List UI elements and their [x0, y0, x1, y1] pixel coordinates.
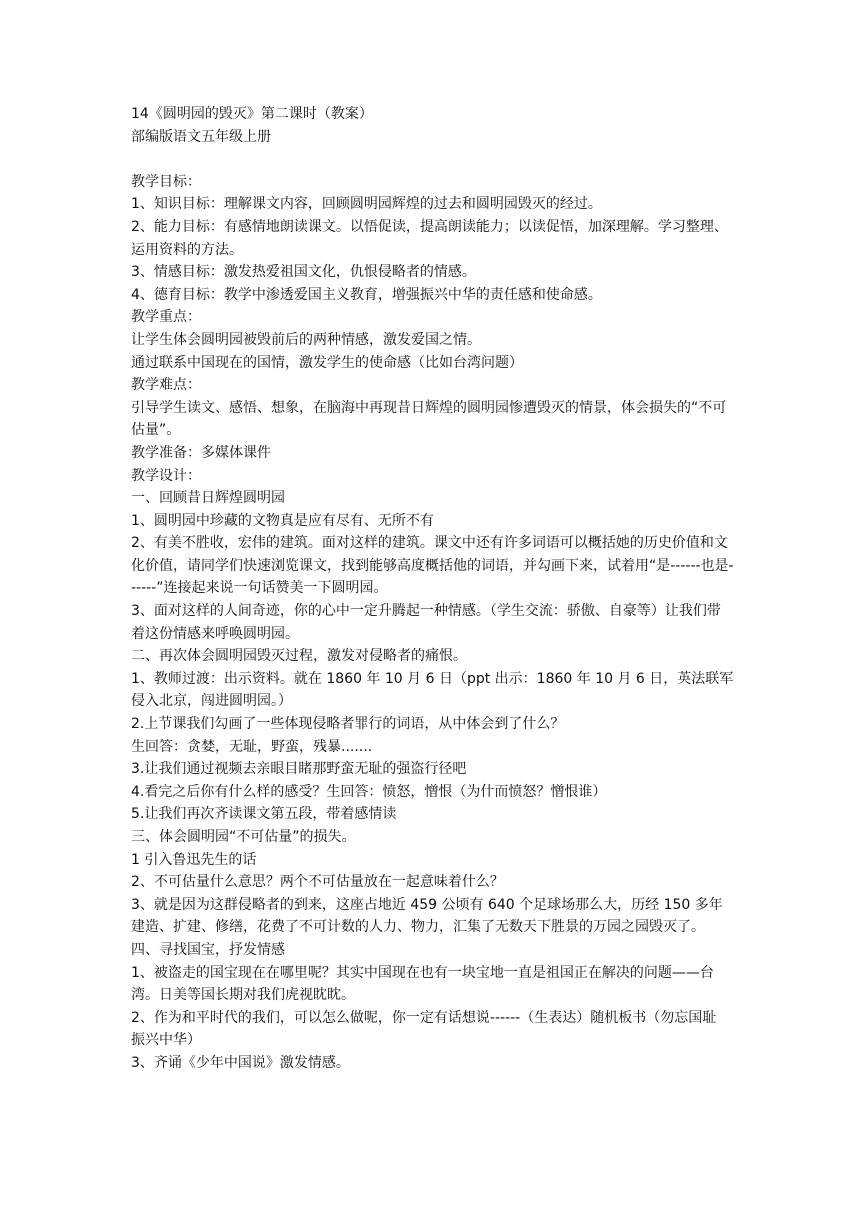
objective-item: 1、知识目标：理解课文内容，回顾圆明园辉煌的过去和圆明园毁灭的经过。 — [131, 196, 602, 213]
section-heading-design: 教学设计： — [131, 467, 201, 484]
paragraph: 1、教师过渡：出示资料。就在 1860 年 10 月 6 日（ppt 出示：1860 年 10 月 6 日，英法联军侵入北京，闯进圆明园。） — [131, 670, 734, 710]
paragraph: 3.让我们通过视频去亲眼目睹那野蛮无耻的强盗行径吧 — [131, 761, 467, 778]
part-heading-4: 四、寻找国宝，抒发情感 — [131, 941, 285, 958]
paragraph: 2、有美不胜收，宏伟的建筑。面对这样的建筑。课文中还有许多词语可以概括她的历史价值和文化价值，请同学们快速浏览课文，找到能够高度概括他的词语，并勾画下来，试着用“是------也是------”连接起来说一句话赞美一下圆明园。 — [131, 535, 734, 597]
paragraph: 2、作为和平时代的我们，可以怎么做呢，你一定有话想说------（生表达）随机板书（勿忘国耻 振兴中华） — [131, 1009, 717, 1049]
preparation-line: 教学准备：多媒体课件 — [131, 444, 271, 461]
objective-item: 2、能力目标：有感情地朗读课文。以悟促读，提高朗读能力；以读促悟，加深理解。学习整理、运用资料的方法。 — [131, 218, 728, 258]
difficulty-item: 引导学生读文、感悟、想象，在脑海中再现昔日辉煌的圆明园惨遭毁灭的情景，体会损失的“不可估量”。 — [131, 399, 727, 439]
paragraph: 3、面对这样的人间奇迹，你的心中一定升腾起一种情感。（学生交流：骄傲、自豪等）让我们带着这份情感来呼唤圆明园。 — [131, 603, 721, 642]
section-heading-key-points: 教学重点： — [131, 309, 201, 326]
paragraph: 2.上节课我们勾画了一些体现侵略者罪行的词语，从中体会到了什么？ — [131, 716, 565, 733]
part-heading-3: 三、体会圆明园“不可估量”的损失。 — [131, 829, 356, 845]
paragraph: 1 引入鲁迅先生的话 — [131, 851, 257, 868]
paragraph: 3、就是因为这群侵略者的到来，这座占地近 459 公顷有 640 个足球场那么大，历经 150 多年建造、扩建、修缮，花费了不可计数的人力、物力，汇集了无数天下胜景的万园之园毁灭了。 — [131, 896, 723, 936]
paragraph: 5.让我们再次齐读课文第五段，带着感情读 — [131, 806, 397, 823]
blank-line — [131, 148, 734, 171]
doc-subtitle: 部编版语文五年级上册 — [131, 128, 271, 145]
paragraph: 生回答：贪婪，无耻，野蛮，残暴....... — [131, 738, 373, 755]
objective-item: 4、德育目标：教学中渗透爱国主义教育，增强振兴中华的责任感和使命感。 — [131, 286, 602, 303]
doc-title: 14《圆明园的毁灭》第二课时（教案） — [131, 106, 373, 122]
paragraph: 1、圆明园中珍藏的文物真是应有尽有、无所不有 — [131, 512, 434, 529]
part-heading-1: 一、回顾昔日辉煌圆明园 — [131, 490, 285, 507]
key-point-item: 通过联系中国现在的国情，激发学生的使命感（比如台湾问题） — [131, 354, 523, 371]
section-heading-objectives: 教学目标： — [131, 173, 201, 190]
section-heading-difficulties: 教学难点： — [131, 377, 201, 394]
paragraph: 4.看完之后你有什么样的感受？生回答：愤怒，憎恨（为什而愤怒？憎恨谁） — [131, 783, 607, 800]
paragraph: 3、齐诵《少年中国说》激发情感。 — [131, 1054, 350, 1071]
paragraph: 2、不可估量什么意思？两个不可估量放在一起意味着什么？ — [131, 874, 504, 891]
objective-item: 3、情感目标：激发热爱祖国文化，仇恨侵略者的情感。 — [131, 264, 476, 281]
paragraph: 1、被盗走的国宝现在在哪里呢？其实中国现在也有一块宝地一直是祖国正在解决的问题——台湾。日美等国长期对我们虎视眈眈。 — [131, 964, 714, 1004]
key-point-item: 让学生体会圆明园被毁前后的两种情感，激发爱国之情。 — [131, 331, 481, 348]
part-heading-2: 二、再次体会圆明园毁灭过程，激发对侵略者的痛恨。 — [131, 648, 467, 665]
